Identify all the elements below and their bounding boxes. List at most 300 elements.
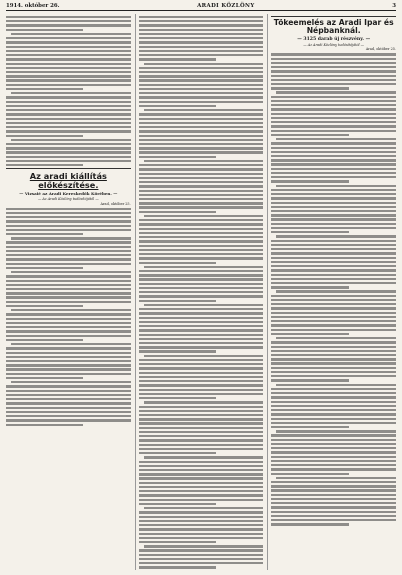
- text-line: [271, 58, 396, 60]
- text-line: [271, 155, 396, 157]
- text-line: [271, 53, 396, 55]
- box-article-subtitle: — 3125 darab új részvény. —: [297, 36, 371, 42]
- text-line: [271, 274, 396, 276]
- text-line: [139, 143, 264, 145]
- page-header: [6, 3, 396, 11]
- text-line: [6, 402, 131, 404]
- text-line: [139, 406, 264, 408]
- text-line: [271, 451, 396, 453]
- text-line: [139, 516, 264, 518]
- text-line: [6, 390, 131, 392]
- text-line: [139, 566, 216, 568]
- text-line: [6, 147, 131, 149]
- text-line: [6, 220, 131, 222]
- text-line: [6, 296, 131, 298]
- article-place: Arad, október 25.: [100, 201, 131, 206]
- text-line: [271, 286, 348, 288]
- text-line: [139, 253, 264, 255]
- text-line: [139, 177, 264, 179]
- text-line: [271, 79, 396, 81]
- divider: [6, 168, 131, 169]
- text-line: [139, 219, 264, 221]
- text-line: [6, 373, 131, 375]
- text-line: [11, 381, 131, 383]
- text-line: [271, 240, 396, 242]
- text-line: [271, 498, 396, 500]
- text-line: [271, 464, 396, 466]
- text-line: [271, 362, 396, 364]
- text-line: [271, 257, 396, 259]
- text-line: [139, 338, 264, 340]
- text-line: [271, 108, 396, 110]
- text-line: [271, 346, 396, 348]
- text-line: [271, 227, 396, 229]
- text-line: [11, 92, 131, 94]
- text-line: [139, 223, 264, 225]
- text-line: [276, 138, 396, 140]
- text-line: [139, 414, 264, 416]
- text-line: [139, 350, 216, 352]
- text-line: [271, 202, 396, 204]
- text-line: [271, 121, 396, 123]
- text-line: [271, 324, 396, 326]
- text-line: [6, 305, 83, 307]
- text-line: [276, 384, 396, 386]
- text-line: [139, 228, 264, 230]
- text-line: [271, 426, 348, 428]
- text-line: [271, 142, 396, 144]
- text-line: [271, 244, 396, 246]
- text-line: [271, 506, 396, 508]
- text-line: [139, 126, 264, 128]
- text-line: [144, 507, 264, 509]
- text-line: [6, 377, 83, 379]
- text-line: [139, 37, 264, 39]
- divider: [271, 16, 396, 17]
- text-line: [139, 418, 264, 420]
- text-line: [6, 58, 131, 60]
- text-line: [139, 524, 264, 526]
- text-line: [139, 185, 264, 187]
- text-line: [139, 325, 264, 327]
- text-line: [6, 364, 131, 366]
- text-line: [6, 347, 131, 349]
- text-line: [139, 444, 264, 446]
- text-line: [271, 502, 396, 504]
- text-line: [271, 210, 396, 212]
- text-line: [271, 434, 396, 436]
- text-line: [139, 29, 264, 31]
- text-line: [11, 33, 131, 35]
- text-line: [139, 75, 264, 77]
- text-line: [6, 233, 83, 235]
- text-line: [139, 122, 264, 124]
- text-line: [271, 223, 396, 225]
- text-line: [139, 384, 264, 386]
- text-line: [139, 262, 216, 264]
- text-line: [271, 489, 396, 491]
- text-line: [271, 312, 396, 314]
- text-line: [271, 375, 396, 377]
- text-line: [139, 295, 264, 297]
- issue-date: 1914. október 26.: [6, 3, 60, 9]
- text-line: [271, 439, 396, 441]
- text-line: [139, 291, 264, 293]
- text-line: [139, 541, 216, 543]
- text-line: [6, 288, 131, 290]
- page-number: 3: [392, 3, 396, 9]
- text-line: [6, 424, 83, 426]
- text-line: [139, 511, 264, 513]
- text-line: [139, 380, 264, 382]
- text-line: [139, 206, 264, 208]
- text-line: [6, 263, 131, 265]
- text-line: [139, 477, 264, 479]
- text-line: [271, 75, 396, 77]
- text-line: [6, 156, 131, 158]
- text-line: [271, 422, 396, 424]
- article-byline: — Az Aradi Közlöny tudósítójától —: [37, 197, 99, 202]
- text-line: [139, 334, 264, 336]
- text-line: [139, 554, 264, 556]
- text-line: [6, 113, 131, 115]
- text-line: [139, 367, 264, 369]
- box-article-title: Tökeemelés az Aradi Ipar és Népbanknál.: [273, 18, 394, 36]
- text-line: [139, 300, 216, 302]
- text-line: [271, 113, 396, 115]
- text-line: [139, 342, 264, 344]
- text-line: [6, 54, 131, 56]
- text-line: [11, 237, 131, 239]
- text-line: [271, 396, 396, 398]
- text-line: [6, 105, 131, 107]
- text-line: [6, 301, 131, 303]
- text-line: [6, 46, 131, 48]
- text-line: [139, 71, 264, 73]
- text-line: [271, 367, 396, 369]
- text-line: [139, 499, 264, 501]
- text-line: [276, 477, 396, 479]
- text-line: [271, 481, 396, 483]
- text-line: [6, 29, 83, 31]
- text-line: [6, 246, 131, 248]
- text-line: [6, 216, 131, 218]
- text-line: [271, 83, 396, 85]
- text-line: [6, 407, 131, 409]
- text-line: [139, 486, 264, 488]
- text-line: [271, 485, 396, 487]
- text-line: [139, 363, 264, 365]
- text-line: [6, 126, 131, 128]
- text-line: [139, 490, 264, 492]
- box-article-byline: — Az Aradi Közlöny tudósítójától —: [303, 42, 365, 47]
- text-line: [271, 494, 396, 496]
- text-line: [144, 545, 264, 547]
- text-line: [6, 20, 131, 22]
- text-line: [139, 329, 264, 331]
- text-line: [139, 274, 264, 276]
- text-line: [139, 96, 264, 98]
- text-line: [276, 235, 396, 237]
- text-line: [271, 248, 396, 250]
- text-line: [271, 354, 396, 356]
- text-line: [6, 292, 131, 294]
- text-line: [139, 130, 264, 132]
- text-line: [139, 232, 264, 234]
- text-line: [6, 394, 131, 396]
- text-line: [271, 130, 396, 132]
- text-line: [139, 84, 264, 86]
- text-line: [6, 212, 131, 214]
- text-line: [139, 494, 264, 496]
- text-line: [139, 79, 264, 81]
- text-line: [144, 456, 264, 458]
- text-line: [11, 309, 131, 311]
- text-line: [139, 118, 264, 120]
- text-line: [144, 160, 264, 162]
- text-line: [139, 194, 264, 196]
- text-line: [271, 193, 396, 195]
- text-line: [139, 257, 264, 259]
- text-line: [271, 350, 396, 352]
- text-line: [139, 41, 264, 43]
- text-line: [271, 413, 396, 415]
- text-line: [271, 189, 396, 191]
- col1-top-text: [6, 16, 131, 167]
- text-line: [6, 160, 131, 162]
- text-line: [139, 439, 264, 441]
- text-line: [271, 379, 348, 381]
- text-line: [139, 88, 264, 90]
- text-line: [6, 313, 131, 315]
- text-line: [139, 190, 264, 192]
- text-line: [6, 254, 131, 256]
- text-line: [139, 321, 264, 323]
- text-line: [271, 278, 396, 280]
- text-line: [271, 329, 396, 331]
- column-3: [267, 14, 396, 570]
- text-line: [6, 356, 131, 358]
- text-line: [6, 75, 131, 77]
- text-line: [271, 176, 396, 178]
- text-line: [271, 87, 348, 89]
- text-line: [6, 122, 131, 124]
- text-line: [139, 537, 264, 539]
- text-line: [139, 20, 264, 22]
- text-line: [139, 50, 264, 52]
- text-line: [6, 368, 131, 370]
- col3-text: [271, 53, 396, 525]
- text-line: [6, 16, 131, 18]
- col2-text: [139, 16, 264, 569]
- text-line: [144, 266, 264, 268]
- text-line: [6, 79, 131, 81]
- text-line: [271, 456, 396, 458]
- text-line: [139, 558, 264, 560]
- text-line: [6, 322, 131, 324]
- text-line: [276, 185, 396, 187]
- text-line: [271, 206, 396, 208]
- text-line: [271, 62, 396, 64]
- columns: [6, 14, 396, 570]
- text-line: [271, 519, 396, 521]
- text-line: [139, 168, 264, 170]
- text-line: [271, 447, 396, 449]
- text-line: [139, 202, 264, 204]
- text-line: [271, 214, 396, 216]
- text-line: [271, 405, 396, 407]
- text-line: [276, 337, 396, 339]
- text-line: [6, 385, 131, 387]
- text-line: [271, 515, 396, 517]
- newspaper-title: ARADI KÖZLÖNY: [197, 3, 255, 9]
- text-line: [139, 461, 264, 463]
- text-line: [139, 549, 264, 551]
- text-line: [139, 105, 216, 107]
- text-line: [139, 236, 264, 238]
- text-line: [6, 96, 131, 98]
- text-line: [6, 130, 131, 132]
- text-line: [139, 101, 264, 103]
- text-line: [139, 503, 216, 505]
- text-line: [271, 218, 396, 220]
- text-line: [276, 290, 396, 292]
- text-line: [144, 215, 264, 217]
- text-line: [139, 435, 264, 437]
- text-line: [271, 523, 348, 525]
- text-line: [139, 562, 264, 564]
- text-line: [271, 151, 396, 153]
- text-line: [6, 118, 131, 120]
- text-line: [271, 320, 396, 322]
- text-line: [139, 33, 264, 35]
- text-line: [6, 398, 131, 400]
- text-line: [139, 393, 264, 395]
- text-line: [11, 343, 131, 345]
- text-line: [139, 317, 264, 319]
- text-line: [271, 333, 348, 335]
- text-line: [139, 54, 264, 56]
- text-line: [6, 135, 83, 137]
- text-line: [6, 101, 131, 103]
- text-line: [139, 465, 264, 467]
- column-1: [6, 14, 131, 570]
- text-line: [271, 341, 396, 343]
- text-line: [271, 172, 396, 174]
- text-line: [271, 231, 348, 233]
- text-line: [139, 147, 264, 149]
- text-line: [271, 70, 396, 72]
- text-line: [6, 24, 131, 26]
- text-line: [271, 307, 396, 309]
- text-line: [139, 240, 264, 242]
- text-line: [271, 265, 396, 267]
- text-line: [6, 275, 131, 277]
- text-line: [6, 335, 131, 337]
- text-line: [139, 283, 264, 285]
- text-line: [139, 312, 264, 314]
- col1-article-text: [6, 208, 131, 426]
- text-line: [139, 278, 264, 280]
- text-line: [271, 125, 396, 127]
- text-line: [271, 163, 396, 165]
- text-line: [139, 58, 216, 60]
- text-line: [6, 280, 131, 282]
- text-line: [6, 258, 131, 260]
- text-line: [139, 533, 264, 535]
- text-line: [271, 299, 396, 301]
- text-line: [139, 308, 264, 310]
- text-line: [6, 208, 131, 210]
- text-line: [271, 371, 396, 373]
- text-line: [139, 164, 264, 166]
- text-line: [6, 84, 131, 86]
- text-line: [6, 37, 131, 39]
- text-line: [6, 411, 131, 413]
- text-line: [276, 430, 396, 432]
- text-line: [6, 352, 131, 354]
- text-line: [6, 143, 131, 145]
- text-line: [6, 360, 131, 362]
- text-line: [6, 109, 131, 111]
- text-line: [139, 427, 264, 429]
- text-line: [139, 46, 264, 48]
- text-line: [271, 282, 396, 284]
- text-line: [271, 159, 396, 161]
- text-line: [139, 452, 216, 454]
- text-line: [271, 409, 396, 411]
- text-line: [144, 401, 264, 403]
- text-line: [6, 267, 83, 269]
- text-line: [139, 67, 264, 69]
- text-line: [139, 448, 264, 450]
- text-line: [271, 295, 396, 297]
- text-line: [271, 303, 396, 305]
- text-line: [276, 91, 396, 93]
- text-line: [139, 422, 264, 424]
- article-title: Az aradi kiállítás előkészítése.: [29, 171, 107, 191]
- text-line: [271, 468, 396, 470]
- text-line: [271, 443, 396, 445]
- text-line: [6, 241, 131, 243]
- text-line: [271, 511, 396, 513]
- text-line: [271, 66, 396, 68]
- text-line: [11, 139, 131, 141]
- text-line: [6, 326, 131, 328]
- text-line: [271, 117, 396, 119]
- text-line: [271, 197, 396, 199]
- text-line: [271, 358, 396, 360]
- text-line: [271, 168, 396, 170]
- text-line: [6, 71, 131, 73]
- text-line: [271, 96, 396, 98]
- box-article-place: Arad, október 25.: [365, 47, 397, 52]
- text-line: [139, 151, 264, 153]
- text-line: [139, 16, 264, 18]
- text-line: [139, 528, 264, 530]
- text-line: [139, 397, 216, 399]
- text-line: [144, 304, 264, 306]
- text-line: [139, 431, 264, 433]
- text-line: [139, 135, 264, 137]
- text-line: [139, 346, 264, 348]
- text-line: [6, 225, 131, 227]
- column-2: [135, 14, 264, 570]
- text-line: [271, 388, 396, 390]
- text-line: [6, 41, 131, 43]
- text-line: [271, 460, 396, 462]
- text-line: [271, 473, 348, 475]
